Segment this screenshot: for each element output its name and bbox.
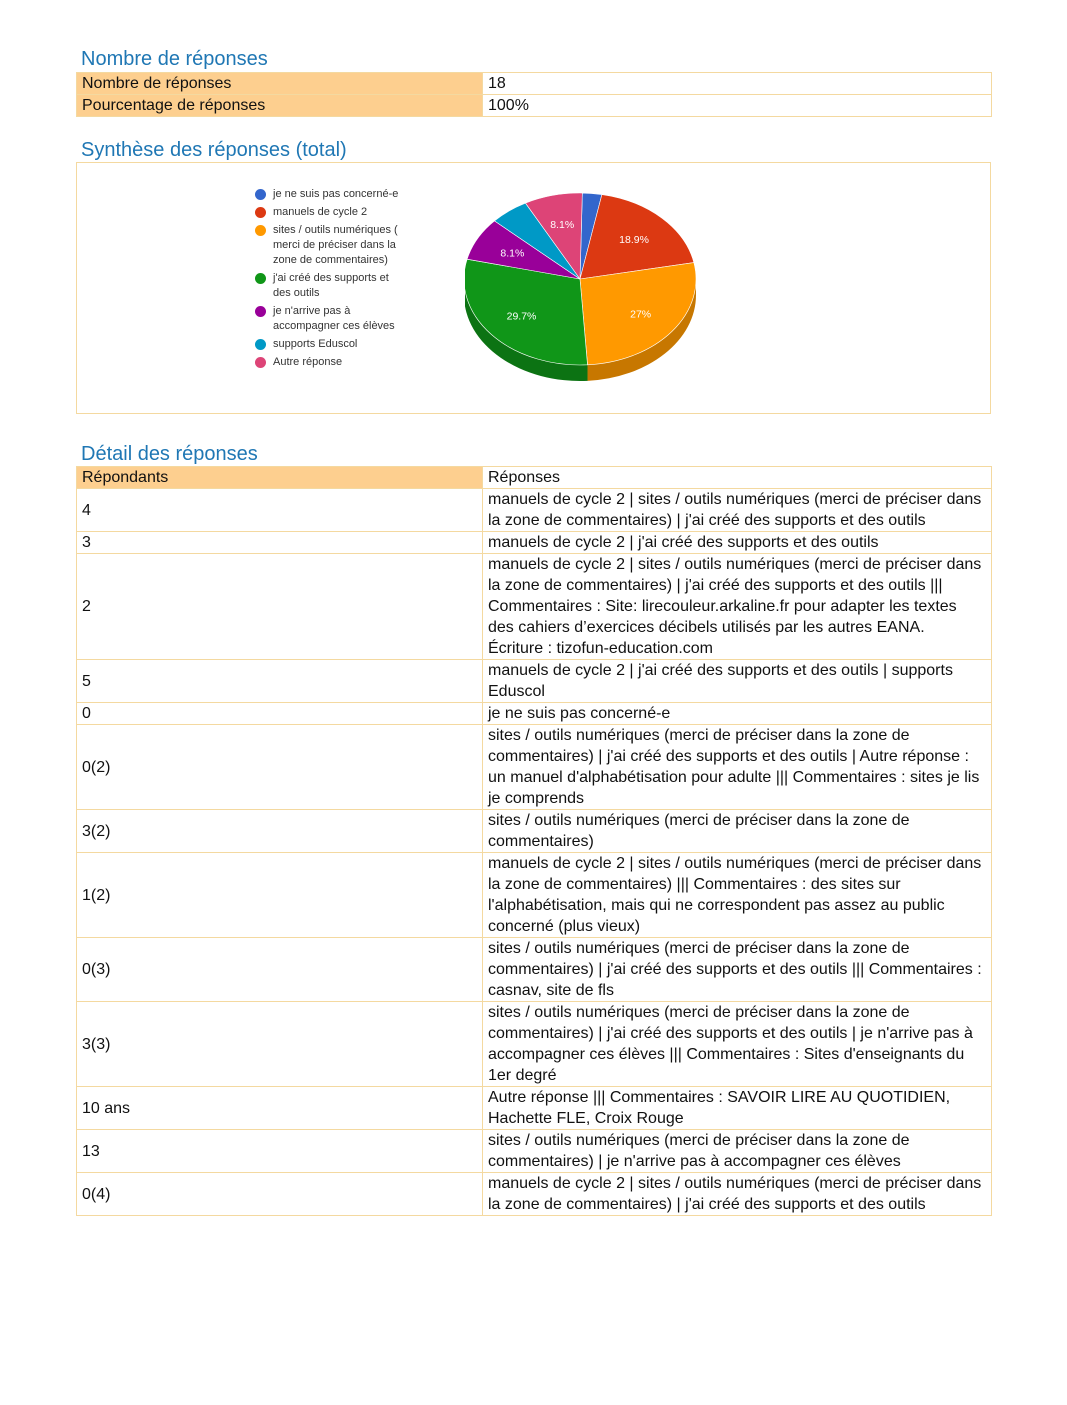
summary-label: Nombre de réponses <box>77 73 483 95</box>
legend-label: zone de commentaires) <box>273 254 388 266</box>
legend-swatch <box>255 339 266 350</box>
table-row <box>77 1130 992 1173</box>
answer-cell: sites / outils numériques (merci de préciser dans la zone de commentaires) | je n'arrive pas à accompagner ces élèves <box>483 1130 992 1173</box>
summary-value: 100% <box>483 95 992 117</box>
legend-item <box>255 223 425 268</box>
legend-label: je ne suis pas concerné-e <box>273 188 399 200</box>
table-row <box>77 660 992 703</box>
table-row <box>77 725 992 810</box>
legend-item <box>255 304 425 334</box>
summary-table <box>76 72 992 117</box>
legend-label: des outils <box>273 287 320 299</box>
legend-label: sites / outils numériques ( <box>273 224 398 236</box>
legend-label: Autre réponse <box>273 356 343 368</box>
answer-cell: sites / outils numériques (merci de préciser dans la zone de commentaires) | j'ai créé des supports et des outils | je n'arrive pas à accompagner ces élèves ||| Commentaires : Sites d'enseignants du 1er degré <box>483 1002 992 1087</box>
table-row <box>77 532 992 554</box>
legend-swatch <box>255 207 266 218</box>
summary-label: Pourcentage de réponses <box>77 95 483 117</box>
detail-table <box>76 466 992 1216</box>
chart-legend <box>255 187 425 373</box>
legend-item <box>255 271 425 301</box>
pie-chart <box>465 191 725 391</box>
legend-label: accompagner ces élèves <box>273 320 395 332</box>
respondent-cell: 2 <box>77 554 483 660</box>
answer-cell: Autre réponse ||| Commentaires : SAVOIR LIRE AU QUOTIDIEN, Hachette FLE, Croix Rouge <box>483 1087 992 1130</box>
header-respondents: Répondants <box>77 467 483 489</box>
legend-item <box>255 355 425 370</box>
table-row <box>77 853 992 938</box>
table-row <box>77 703 992 725</box>
legend-label: manuels de cycle 2 <box>273 206 368 218</box>
table-row <box>77 810 992 853</box>
table-row <box>77 1087 992 1130</box>
legend-item <box>255 205 425 220</box>
summary-row <box>77 95 992 117</box>
answer-cell: manuels de cycle 2 | sites / outils numériques (merci de préciser dans la zone de commentaires) | j'ai créé des supports et des outils <box>483 489 992 532</box>
answer-cell: manuels de cycle 2 | sites / outils numériques (merci de préciser dans la zone de commentaires) ||| Commentaires : des sites sur l'alphabétisation, mais qui ne correspondent pas assez au public concerné (plus vieux) <box>483 853 992 938</box>
respondent-cell: 4 <box>77 489 483 532</box>
legend-item <box>255 337 425 352</box>
respondent-cell: 0(4) <box>77 1173 483 1216</box>
answer-cell: manuels de cycle 2 | sites / outils numériques (merci de préciser dans la zone de commentaires) | j'ai créé des supports et des outils ||| Commentaires : Site: lirecouleur.arkaline.fr pour adapter les textes des cahiers d’exercices décibels utilisés par les autres EANA. Écriture : tizofun-education.com <box>483 554 992 660</box>
detail-title: Détail des réponses <box>81 443 258 465</box>
summary-row <box>77 73 992 95</box>
table-row <box>77 938 992 1002</box>
legend-swatch <box>255 225 266 236</box>
legend-label: supports Eduscol <box>273 338 358 350</box>
answer-cell: je ne suis pas concerné-e <box>483 703 992 725</box>
table-row <box>77 1002 992 1087</box>
legend-swatch <box>255 306 266 317</box>
respondent-cell: 13 <box>77 1130 483 1173</box>
answer-cell: sites / outils numériques (merci de préciser dans la zone de commentaires) <box>483 810 992 853</box>
pie-data-label: 27% <box>630 308 652 321</box>
respondent-cell: 5 <box>77 660 483 703</box>
answer-cell: sites / outils numériques (merci de préciser dans la zone de commentaires) | j'ai créé des supports et des outils ||| Commentaires : casnav, site de fls <box>483 938 992 1002</box>
table-row <box>77 554 992 660</box>
legend-label: je n'arrive pas à <box>273 305 351 317</box>
respondent-cell: 0 <box>77 703 483 725</box>
chart-container <box>76 162 991 414</box>
detail-header-row <box>77 467 992 489</box>
answer-cell: manuels de cycle 2 | j'ai créé des supports et des outils <box>483 532 992 554</box>
respondent-cell: 0(3) <box>77 938 483 1002</box>
legend-label: j'ai créé des supports et <box>273 272 389 284</box>
synthesis-title: Synthèse des réponses (total) <box>81 139 347 161</box>
answer-cell: manuels de cycle 2 | sites / outils numériques (merci de préciser dans la zone de commentaires) | j'ai créé des supports et des outils <box>483 1173 992 1216</box>
pie-data-label: 18.9% <box>619 233 649 246</box>
respondent-cell: 0(2) <box>77 725 483 810</box>
respondent-cell: 3 <box>77 532 483 554</box>
legend-swatch <box>255 273 266 284</box>
respondent-cell: 1(2) <box>77 853 483 938</box>
respondent-cell: 3(2) <box>77 810 483 853</box>
answer-cell: sites / outils numériques (merci de préciser dans la zone de commentaires) | j'ai créé des supports et des outils | Autre réponse : un manuel d'alphabétisation pour adulte ||| Commentaires : sites je lis je comprends <box>483 725 992 810</box>
header-answers: Réponses <box>483 467 992 489</box>
summary-value: 18 <box>483 73 992 95</box>
table-row <box>77 1173 992 1216</box>
legend-label: merci de préciser dans la <box>273 239 396 251</box>
summary-title: Nombre de réponses <box>81 48 268 70</box>
pie-data-label: 29.7% <box>506 310 537 323</box>
legend-item <box>255 187 425 202</box>
pie-data-label: 8.1% <box>500 247 525 260</box>
pie-data-label: 8.1% <box>550 218 575 231</box>
table-row <box>77 489 992 532</box>
answer-cell: manuels de cycle 2 | j'ai créé des supports et des outils | supports Eduscol <box>483 660 992 703</box>
respondent-cell: 10 ans <box>77 1087 483 1130</box>
legend-swatch <box>255 189 266 200</box>
legend-swatch <box>255 357 266 368</box>
respondent-cell: 3(3) <box>77 1002 483 1087</box>
